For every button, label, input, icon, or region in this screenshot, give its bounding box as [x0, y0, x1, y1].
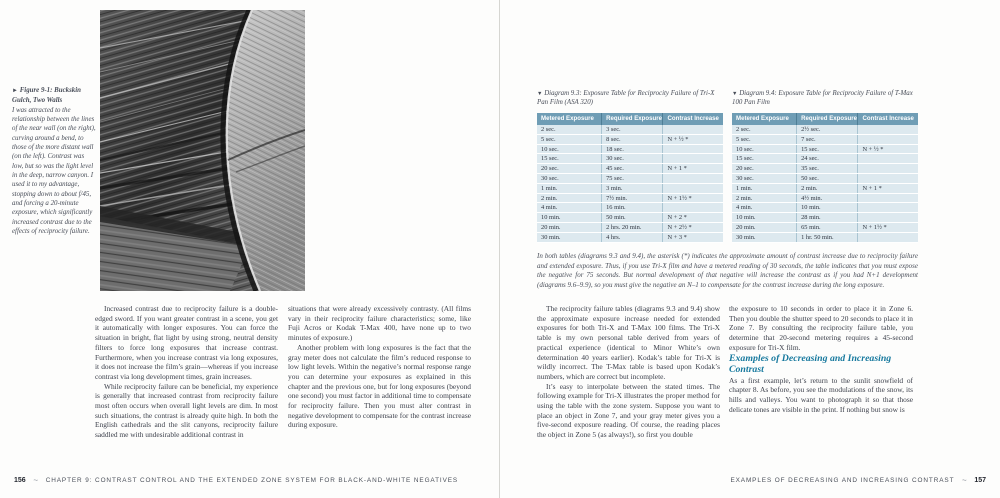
table-row [732, 233, 918, 243]
table-row [537, 223, 723, 233]
table-header-row [537, 113, 723, 125]
table-cell: 65 min. [797, 223, 858, 232]
table-cell: 10 min. [537, 213, 602, 222]
table-cell: 15 sec. [797, 145, 858, 154]
page-gutter-divider [499, 0, 500, 498]
table-row [732, 194, 918, 204]
section-heading: Examples of Decreasing and Increasing Contrast [729, 352, 892, 376]
table-cell: 2 sec. [732, 125, 797, 134]
table-cell: 2 min. [732, 194, 797, 203]
table-cell: 4½ min. [797, 194, 858, 203]
table-cell: 10 min. [797, 203, 858, 212]
table-cell: 50 sec. [797, 174, 858, 183]
column-header: Contrast Increase [862, 115, 914, 122]
table-row [732, 154, 918, 164]
table-caption-text: Diagram 9.4: Exposure Table for Reciprocity Failure of T-Max 100 Pan Film [732, 90, 913, 106]
reciprocity-table-tri-x [537, 113, 723, 243]
table-cell [663, 203, 723, 212]
table-cell: 7½ min. [602, 194, 663, 203]
canyon-photo [100, 10, 305, 291]
table-cell: 2 min. [797, 184, 858, 193]
table-cell: 15 sec. [732, 154, 797, 163]
left-page-column-2 [288, 304, 471, 430]
table-cell: 2½ sec. [797, 125, 858, 134]
table-cell: 8 sec. [602, 135, 663, 144]
table-row [732, 203, 918, 213]
table-cell [858, 135, 918, 144]
table-cell: N + 1½ * [667, 194, 692, 202]
table-body [732, 125, 918, 243]
caption-triangle-icon: ▼ [537, 91, 543, 97]
table-cell [858, 194, 918, 203]
paragraph: the exposure to 10 seconds in order to place it in Zone 6. Then you double the shutter speed to 20 seconds to place it in Zone 7. By consulting the reciprocity failure table, you determine that 20-second metering requires a 45-second exposure for Tri-X film. [729, 304, 913, 352]
table-cell: 24 sec. [797, 154, 858, 163]
right-page-column-1 [537, 304, 720, 440]
tilde-ornament-icon: ~ [33, 475, 39, 485]
table-cell: N + 3 * [667, 233, 687, 241]
table-cell: 18 sec. [602, 145, 663, 154]
table-row [537, 125, 723, 135]
table-cell: 1 hr. 50 min. [797, 233, 858, 242]
table-cell: 30 sec. [537, 174, 602, 183]
right-page-footer [537, 475, 986, 484]
table-cell: N + ½ * [862, 145, 884, 153]
table-row [537, 203, 723, 213]
table-cell: N + 2½ * [667, 223, 692, 231]
table-row [732, 174, 918, 184]
right-page-column-2 [729, 304, 913, 414]
table-cell: 4 min. [732, 203, 797, 212]
table-cell: 10 sec. [732, 145, 797, 154]
table-cell [663, 145, 723, 154]
table-row [732, 164, 918, 174]
table-cell: 20 sec. [537, 164, 602, 173]
page-number: 157 [974, 477, 986, 484]
table-cell [858, 154, 918, 163]
table-caption-9-3 [537, 90, 723, 108]
table-cell: 28 min. [797, 213, 858, 222]
paragraph: Increased contrast due to reciprocity failure is a double-edged sword. If you want greater contrast in a scene, you get it automatically with longer exposures. You can force the situation in bright, flat light by using strong, neutral density filters to force long exposures that increase contrast. Furthermore, when you increase contrast via long exposures, it does not increase the film’s grain—whereas if you increase contrast via long development times, grain increases. [95, 304, 278, 381]
table-cell: N + ½ * [667, 135, 689, 143]
table-cell: 4 hrs. [602, 233, 663, 242]
table-cell: 35 sec. [797, 164, 858, 173]
table-body [537, 125, 723, 243]
table-cell: 30 min. [732, 233, 797, 242]
column-header: Contrast Increase [667, 115, 719, 122]
table-cell: N + 2 * [667, 214, 687, 222]
table-caption-text: Diagram 9.3: Exposure Table for Reciprocity Failure of Tri-X Pan Film (ASA 320) [537, 90, 715, 106]
table-cell: N + 1 * [667, 165, 687, 173]
table-cell: 50 min. [602, 213, 663, 222]
table-cell: 3 min. [602, 184, 663, 193]
column-header: Metered Exposure [537, 113, 602, 125]
table-cell: 2 sec. [537, 125, 602, 134]
table-cell: 10 min. [732, 213, 797, 222]
table-cell: 1 min. [732, 184, 797, 193]
table-header-row [732, 113, 918, 125]
table-cell: 30 sec. [602, 154, 663, 163]
table-cell [858, 164, 918, 173]
table-cell: 2 hrs. 20 min. [602, 223, 663, 232]
table-cell [858, 174, 918, 183]
column-header: Metered Exposure [732, 113, 797, 125]
table-cell: 30 min. [537, 233, 602, 242]
table-row [732, 125, 918, 135]
table-row [537, 174, 723, 184]
paragraph: The reciprocity failure tables (diagrams 9.3 and 9.4) show the approximate exposure increase needed for extended exposures for both Tri-X and T-Max 100 films. The Tri-X table is my own personal table derived from years of practical experience (identical to Minor White’s own determination 40 years earlier). Kodak’s table for Tri-X is wildly incorrect. The T-Max table is based upon Kodak’s numbers, which are correct but incomplete. [537, 304, 720, 381]
table-row [537, 164, 723, 174]
table-cell: 30 sec. [732, 174, 797, 183]
running-header-text: CHAPTER 9: CONTRAST CONTROL AND THE EXTENDED ZONE SYSTEM FOR BLACK-AND-WHITE NEGATIVES [45, 477, 459, 484]
paragraph: It’s easy to interpolate between the stated times. The following example for Tri-X illustrates the proper method for using the table with the zone system. Suppose you want to place an object in Zone 7, and your gray meter gives you a five-second exposure reading. Of course, the reading places the object in Zone 5 (as always!), so first you double [537, 381, 720, 440]
column-header: Required Exposure [797, 113, 858, 125]
table-row [732, 213, 918, 223]
paragraph: While reciprocity failure can be beneficial, my experience is generally that increased contrast from reciprocity failure most often occurs when overall light levels are dim. In most such situations, the contrast is already quite high. In both the English cathedrals and the slit canyons, reciprocity failure saddled me with undesirable additional contrast in [95, 381, 278, 440]
caption-arrow-icon: ► [12, 88, 18, 94]
table-cell: 2 min. [537, 194, 602, 203]
table-footnote: In both tables (diagrams 9.3 and 9.4), the asterisk (*) indicates the approximate amount of contrast increase due to reciprocity failure and extended exposure. Thus, if you use Tri-X film and have a metered reading of 30 seconds, the table indicates that you must expose the negative for 75 seconds. But normal development of that negative will increase the contrast as if you had N+1 development (diagrams 9.6–9.9), so you must give the negative an N–1 to compensate for the contrast increase during the long exposure. [537, 252, 918, 289]
table-cell: 5 sec. [732, 135, 797, 144]
table-row [537, 184, 723, 194]
left-page-footer [14, 475, 484, 484]
table-row [537, 194, 723, 204]
table-cell: 7 sec. [797, 135, 858, 144]
table-row [732, 145, 918, 155]
table-cell: 15 sec. [537, 154, 602, 163]
paragraph: As a first example, let’s return to the sunlit snowfield of chapter 8. As before, you see the modulations of the snow, its hills and valleys. You want to photograph it so that those delicate tones are visible in the print. If nothing but snow is [729, 375, 913, 414]
figure-caption-body: I was attracted to the relationship between the lines of the near wall (on the right), curving around a bend, to those of the more distant wall (on the left). Contrast was low, but so was the light level in the deep, narrow canyon. I used it to my advantage, stopping down to about f/45, and forcing a 20-minute exposure, which significantly increased contrast due to the effects of reciprocity failure. [12, 106, 96, 236]
page-number: 156 [14, 477, 26, 484]
table-cell [858, 213, 918, 222]
table-cell: 20 sec. [732, 164, 797, 173]
table-cell: N + 1 * [862, 184, 882, 192]
table-cell [663, 174, 723, 183]
table-cell: 1 min. [537, 184, 602, 193]
table-cell: 75 sec. [602, 174, 663, 183]
paragraph: Another problem with long exposures is the fact that the gray meter does not calculate the film’s reduced response to low light levels. Within the negative’s normal response range you can determine your exposures as explained in this chapter and the previous one, but for long exposures (beyond one second) you must factor in additional time to compensate for reciprocity failure. Then you must alter contrast in negative development to compensate for the contrast increase during exposure. [288, 342, 471, 430]
paragraph: situations that were already excessively contrasty. (All films vary in their reciprocity failure characteristics; some, like Fuji Acros or Kodak T-Max 400, have none up to two minutes of exposure.) [288, 304, 471, 343]
table-cell: 5 sec. [537, 135, 602, 144]
table-row [537, 154, 723, 164]
table-row [732, 135, 918, 145]
column-header: Required Exposure [602, 113, 663, 125]
table-cell [663, 184, 723, 193]
table-cell [663, 154, 723, 163]
table-row [537, 135, 723, 145]
table-cell: 20 min. [732, 223, 797, 232]
table-cell: N + 1½ * [862, 223, 887, 231]
table-row [537, 233, 723, 243]
table-cell: 45 sec. [602, 164, 663, 173]
table-cell: 20 min. [537, 223, 602, 232]
table-cell: 10 sec. [537, 145, 602, 154]
table-cell [663, 125, 723, 134]
table-cell: 3 sec. [602, 125, 663, 134]
left-page-column-1 [95, 304, 278, 440]
table-cell: 16 min. [602, 203, 663, 212]
figure-caption-title: Figure 9-1: Buckskin Gulch, Two Walls [12, 87, 81, 105]
table-cell: 4 min. [537, 203, 602, 212]
table-caption-9-4 [732, 90, 918, 108]
canyon-photo-image [100, 10, 305, 291]
table-cell [858, 125, 918, 134]
tilde-ornament-icon: ~ [961, 475, 967, 485]
table-row [732, 223, 918, 233]
reciprocity-table-t-max [732, 113, 918, 243]
caption-triangle-icon: ▼ [732, 91, 738, 97]
table-cell [858, 203, 918, 212]
table-row [732, 184, 918, 194]
table-row [537, 145, 723, 155]
table-row [537, 213, 723, 223]
table-cell [858, 233, 918, 242]
figure-caption [12, 86, 96, 237]
running-header-text: EXAMPLES OF DECREASING AND INCREASING CONTRAST [730, 477, 955, 484]
